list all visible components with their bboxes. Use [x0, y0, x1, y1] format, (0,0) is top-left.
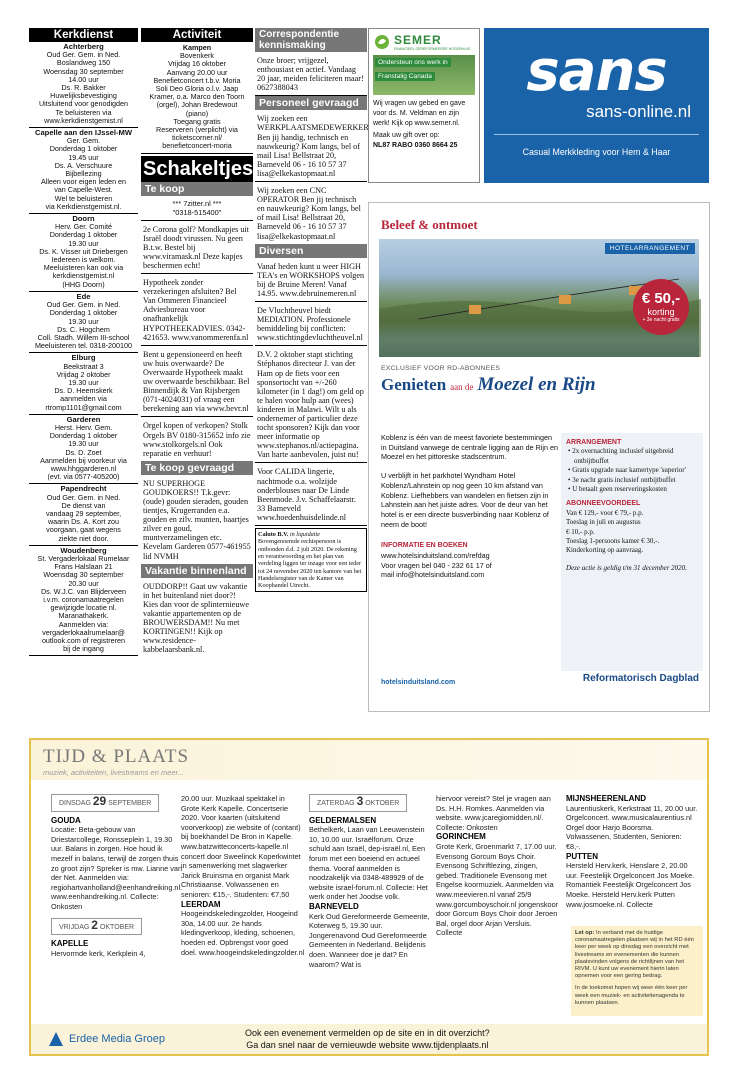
moezel-title-c: Moezel en Rijn: [477, 374, 596, 395]
activiteit-column: [141, 28, 253, 657]
kerkdienst-place: Ede: [76, 291, 91, 301]
kerkdienst-line: Ds. R. Bakker: [61, 83, 106, 93]
semer-logo: [369, 29, 479, 55]
kerkdienst-entry: [29, 353, 138, 414]
kerkdienst-line: Oud Ger. Gem. in Ned.: [46, 300, 121, 310]
kerkdienst-line: 19.30 uur: [68, 238, 99, 248]
kapelle-heading: KAPELLE: [51, 939, 89, 949]
kerkdienst-place: Capelle aan den IJssel-MW: [34, 128, 133, 138]
kerkdienst-line: Donderdag 1 oktober: [49, 308, 118, 318]
moezel-info-phone: Voor vragen bel 040 - 232 61 17 of: [381, 560, 492, 570]
caluto-title: Caluto B.V.: [258, 531, 289, 539]
abonnee-item: Toeslag in juli en augustus: [566, 518, 641, 527]
abonnee-item: € 10,- p.p.: [566, 527, 595, 536]
arrangement-list: [566, 447, 698, 494]
geldermalsen-text: Bethelkerk, Laan van Leeuwenstein 10, 10.00 uur. Israëlforum. Onze schuld aan Israël, dep-israël.nl, Een forum met een boeiend en actueel thema. Vooraf aanmelden is noodzakelijk via 0348-489929 of de website israel-forum.nl. Collecte: Het werk onder het Joodse volk.: [309, 825, 428, 902]
discount-korting: korting: [647, 307, 675, 317]
tijd-plaats: [29, 738, 709, 1056]
kerkdienst-line: 19.30 uur: [68, 377, 99, 387]
kerkdienst-line: 19.30 uur: [68, 439, 99, 449]
kerkdienst-place: Garderen: [66, 414, 101, 424]
tp-footer-line2[interactable]: Ga dan snel naar de vernieuwde website www.tijdenplaats.nl: [246, 1040, 489, 1050]
correspondentie-column: [255, 28, 367, 592]
kapelle-text: Hervormde kerk, Kerkplein 4,: [51, 948, 146, 958]
kerkdienst-entry: [29, 292, 138, 353]
kerkdienst-entry: [29, 484, 138, 545]
kerkdienst-line: Donderdag 1 oktober: [49, 230, 118, 240]
moezel-exclusief: EXCLUSIEF VOOR RD-ABONNEES: [381, 365, 501, 372]
kerkdienst-list: [29, 42, 138, 656]
diversen-header: Diversen: [255, 244, 367, 258]
activiteit-header: Activiteit: [141, 28, 253, 42]
kerkdienst-line: www.hhggarderen.nl: [50, 463, 117, 473]
kerkdienst-line: 19.30 uur: [68, 316, 99, 326]
kerkdienst-line: Herv. Ger. Comité: [55, 222, 112, 232]
ad-overwaarde: Bent u gepensioneerd en heeft uw huis overwaarde? De Overwaarde Hypotheek maakt uw overwaarde beschikbaar. Bel Binnendijk & Van Rijsbergen (071-4024031) of vraag een berekening aan via www.bevr.nl: [141, 346, 253, 418]
putten-heading: PUTTEN: [566, 851, 598, 861]
sans-url: sans-online.nl: [586, 102, 691, 121]
kerkdienst-line: ziekte niet door.: [58, 533, 109, 543]
leerdam-heading: LEERDAM: [181, 899, 221, 909]
kerkdienst-line: Te beluisteren via: [55, 107, 112, 117]
tp-col2: [181, 794, 305, 957]
kerkdienst-line: Ds. D. Zoet: [65, 447, 102, 457]
semer-gift: Maak uw gift over op:: [373, 132, 440, 139]
semer-photo: [373, 55, 475, 95]
semer-place: Franstalig Canada: [375, 72, 435, 81]
mijnsheerenland-heading: MIJNSHEERENLAND: [566, 794, 647, 803]
ad-werkplaats: Wij zoeken een WERKPLAATSMEDEWERKER Ben jij handig, technisch en nauwkeurig? Kom langs, bel of mail Lisa! Bellstraat 20, Barneveld 06 - 16 10 57 37 lisa@elkekastopmaat.nl: [255, 110, 367, 182]
erdee-logo-icon: [47, 1030, 65, 1048]
kerkdienst-line: Ds. K. Visser uit Driebergen: [39, 246, 128, 256]
kerkdienst-line: Coll. Stadh. Willem III-school: [37, 332, 130, 342]
kerkdienst-line: 19.45 uur: [68, 152, 99, 162]
barneveld-text-cont: hiervoor vereist? Stel je vragen aan Ds. H.H. Romkes. Aanmelden via website. www.jcaregiomidden.nl/. Collecte: Onkosten: [436, 794, 551, 832]
moezel-info-header: INFORMATIE EN BOEKEN: [381, 542, 468, 550]
gorinchem-heading: GORINCHEM: [436, 832, 486, 842]
ad-stephanos: D.V. 2 oktober stapt stichting Stéphanos directeur J. van der Ham op de fiets voor een sponsortocht van +/-260 kilometer (in 1 dag!) om geld op te halen voor hulp aan (wees) kinderen in Malawi. Wilt u als ondernemer of particulier deze tocht sponsoren? Kijk dan voor meer informatie op www.stephanos.nl/actiepagina. Van harte aanbevolen, juist nu!: [255, 346, 367, 463]
kerkdienst-line: Oud Ger. Gem. in Ned.: [46, 50, 121, 60]
gorinchem-text: Grote Kerk, Groenmarkt 7, 17.00 uur. Evensong Gorcum Boys Choir. Evensong Schriftlezing, zingen, gebed. Traditionele Evensong met Engelse koormuziek. Aanmelden via www.meevieren.nl vanaf 25/9 www.gorcumboyschoir.nl jongenskoor door Gorcum Boys Choir door Jeroen Bal, orgel door Arjan Versluis. Collecte: [436, 841, 559, 938]
activiteit-entry: [141, 42, 253, 154]
kerkdienst-line: Frans Halslaan 21: [54, 562, 113, 572]
ad-goud: NU SUPERHOGE GOUDKOERS!! T.k.gevr: (oude) gouden sieraden, gouden tientjes, Krugerranden e.a. gouden en zilv. munten, baartjes zilver en goud, muntverzamelingen etc. Kevelam Garderen 0577-461955 lid NVMH: [143, 478, 251, 561]
semer-iban: NL87 RABO 0360 8664 25: [373, 142, 458, 149]
gevraagd-header: Te koop gevraagd: [141, 461, 253, 475]
moezel-body-p2: U verblijft in het parkhotel Wyndham Hotel Koblenz/Lahnstein op nog geen 10 km afstand van Koblenz. Liefhebbers van wandelen en fietsen zijn in Lahnstein aan het juiste adres. Voor de deur van het hotel is er een directe busverbinding naar Koblenz of neem de boot!: [381, 471, 549, 529]
gouda-heading: GOUDA: [51, 815, 81, 825]
kerkdienst-line: St. Vergaderlokaal Rumelaar: [37, 553, 130, 563]
moezel-title-a: Genieten: [381, 375, 447, 394]
caluto-notice: [255, 528, 367, 592]
arrangement-item: • 3e nacht gratis inclusief ontbijtbuffet: [568, 475, 676, 484]
tp-footer: [31, 1024, 707, 1054]
kerkdienst-line: Aanmelden bij voorkeur via: [40, 455, 127, 465]
kerkdienst-line: Bijbellezing: [65, 169, 102, 179]
kerkdienst-entry: [29, 128, 138, 214]
kerkdienst-line: outlook.com of registreren: [41, 636, 126, 646]
activiteit-line: Aanvang 20.00 uur: [166, 67, 228, 77]
kerkdienst-line: van Capelle-West.: [54, 185, 113, 195]
moezel-info-url[interactable]: www.hotelsinduitsland.com/refdag: [381, 551, 490, 561]
kerkdienst-line: (evt. via 0577-405200): [47, 472, 120, 482]
kerkdienst-line: waarin Ds. A. Kort zou: [47, 517, 120, 527]
semer-sub: FINANCIEEL GEREFORMEERDE HOGERHUIS: [394, 47, 470, 51]
sans-logo: sans: [526, 39, 667, 104]
semer-ondersteun: Ondersteun ons werk in: [375, 58, 451, 67]
ad-ouddorp: OUDDORP!! Gaat uw vakantie in het buitenland niet door?! Kies dan voor de splinternieuwe vakantie appartementen op de BROUWERSDAM!! Nu met KORTINGEN!! Kijk op www.residence-kabbelaarsbank.nl.: [143, 581, 249, 655]
moezel-geldig: Deze actie is geldig t/m 31 december 2020.: [566, 563, 687, 572]
kerkdienst-entry: [29, 415, 138, 485]
discount-badge: [633, 279, 689, 335]
kerkdienst-line: Beekstraat 3: [63, 361, 104, 371]
date-3-okt: ZATERDAG 3 OKTOBER: [309, 794, 407, 812]
kerkdienst-place: Papendrecht: [60, 484, 107, 494]
abonnee-item: Toeslag 1-persoons kamer € 30,-.: [566, 537, 660, 546]
semer-text: Wij vragen uw gebed en gave voor ds. M. Veldman en zijn werk! Kijk op www.semer.nl.: [373, 100, 466, 127]
ad-hightea: Vanaf heden kunt u weer HIGH TEA's en WORKSHOPS volgen bij de Bruine Meren! Vanaf 14.95. www.debruinemeren.nl: [255, 258, 367, 302]
tp-col5: [566, 794, 698, 909]
kerkdienst-line: De dienst van: [61, 500, 106, 510]
kerkdienst-place: Achterberg: [63, 42, 104, 51]
koblenz-photo: [379, 239, 699, 357]
activiteit-line: Soli Deo Gloria o.l.v. Jaap: [155, 84, 239, 94]
kerkdienst-place: Elburg: [71, 353, 96, 363]
semer-leaf-icon: [374, 34, 390, 50]
moezel-title-b: aan de: [450, 382, 474, 392]
kapelle-text-cont: 20.00 uur. Muzikaal spektakel in Grote Kerk Kapelle. Concertserie 2020. Voor kaarten (uitsluitend voorverkoop) zie website of (contant) bij boekhandel De Bron in Kapelle. www.batzwitteconcerts-kapelle.nl concert door Sweelinck Koperkwintet in samenwerking met slagwerker Jarick Bruinsma en organist Mark Christiaanse. Volwassenen en senioren: €15,-. Studenten: €7,50: [181, 794, 301, 899]
tp-col3: [309, 792, 431, 969]
tp-subtitle: muziek, activiteiten, livestreams en meer...: [43, 768, 185, 777]
kerkdienst-line: Huwelijksbevestiging: [50, 91, 117, 101]
erdee-logo: Erdee Media Groep: [69, 1033, 165, 1045]
kerkdienst-line: bij de ingang: [63, 644, 104, 654]
kerkdienst-line: Maranathakerk.: [58, 611, 109, 621]
kerkdienst-place: Doorn: [72, 214, 95, 224]
tp-col4: [436, 794, 560, 938]
barneveld-text: Kerk Oud Gereformeerde Gemeente, Koterweg 5, 19.30 uur. Jongerenavond Oud Gereformeerde Gemeenten in Nederland. Belijdenis doen. Wanneer doe je dat? En waarom? Wat is: [309, 911, 430, 969]
activiteit-line: Reserveren (verplicht) via: [156, 125, 238, 135]
putten-text: Hersteld Herv.kerk, Henslare 2, 20.00 uur. Feestelijk Orgelconcert Jos Moeke. Romantiek Feestelijk Orgelconcert Jos Moeke. Hersteld Herv.kerk Putten www.josmoeke.nl. Collecte: [566, 861, 695, 909]
kerkdienst-line: via Kerkdienstgemist.nl.: [45, 201, 122, 211]
abonnee-item: Kinderkorting op aanvraag.: [566, 546, 644, 555]
kerkdienst-line: Donderdag 1 oktober: [49, 431, 118, 441]
correspondentie-header: Correspondentie kennismaking: [255, 28, 367, 52]
arrangement-item: • U betaalt geen reserveringskosten: [568, 485, 667, 494]
kerkdienst-line: Woensdag 30 september: [43, 66, 124, 76]
kerkdienst-line: kerkdienstgemist.nl: [52, 271, 115, 281]
kerkdienst-line: Boslandweg 150: [56, 58, 111, 68]
sans-tagline: Casual Merkkleding voor Hem & Haar: [522, 147, 671, 157]
letop-text: In verband met de huidige coronamaatregelen plaatsen wij in het RD één keer per week op dinsdag een overzicht met livestreams en evenementen die kunnen plaatsvinden volgens de richtlijnen van het RIVM. U kunt uw evenement hierin laten opnemen voor een gering bedrag.: [575, 930, 694, 980]
kerkdienst-line: Ds. A. Verschuure: [54, 160, 113, 170]
moezel-top-title: Beleef & ontmoet: [381, 217, 478, 232]
abonnee-list: [566, 509, 698, 556]
kerkdienst-column: [29, 28, 138, 656]
kerkdienst-line: Ds. D. Heemskerk: [54, 386, 113, 396]
letop-text2: In de toekomst hopen wij weer één keer per week een muziek- en activiteitenagenda te kunnen plaatsen.: [575, 985, 688, 1006]
tp-header: [31, 740, 707, 780]
kerkdienst-line: Wel te beluisteren: [54, 193, 113, 203]
semer-name: SEMER: [394, 33, 442, 47]
abonnee-header: ABONNEEVOORDEEL: [566, 500, 641, 508]
phone-ad-line2: "0318-515400": [172, 207, 222, 217]
tp-footer-text: [245, 1027, 490, 1051]
moezel-body: [381, 433, 559, 580]
kerkdienst-line: (HHG Doorn): [62, 279, 105, 289]
hotelsinduitsland-logo: hotelsinduitsland.com: [381, 679, 456, 686]
kerkdienst-line: rtromp1101@gmail.com: [45, 402, 122, 412]
rd-logo: Reformatorisch Dagblad: [582, 673, 699, 684]
geldermalsen-heading: GELDERMALSEN: [309, 815, 377, 825]
kerkdienst-line: 14.00 uur: [68, 74, 99, 84]
moezel-title: [369, 372, 709, 396]
kerkdienst-line: vandaag 29 september,: [45, 508, 122, 518]
date-2-okt: VRIJDAG 2 OKTOBER: [51, 918, 142, 936]
arrangement-item: • Gratis upgrade naar kamertype 'superior': [568, 466, 686, 475]
discount-price: € 50,-: [641, 290, 681, 307]
gouda-text: Locatie: Beta-gebouw van Driestarcollege, Ronsseplein 1, 19.30 uur. Balans in zorgen. Hoe houd ik mezelf in balans, terwijl de zorgen thuis zo groot zijn? Spreker is mw. Lianne van der Net. Aanmelden via: regiohartvanholland@eenhandreiking.nl. www.eenhandreiking.nl. Collecte: Onkosten: [51, 825, 183, 911]
caluto-text: Bovengenoemde rechtspersoon is ontbonden d.d. 2 juli 2020. De rekening en verantwoording en het plan van verdeling liggen ter inzage voor een ieder tot 24 november 2020 ten kantore van het Handelsregister van de Kamer van Koophandel Utrecht.: [258, 538, 362, 590]
kerkdienst-line: Oud Ger. Gem. in Ned.: [46, 492, 121, 502]
abonnee-item: Van € 129,- voor € 79,- p.p.: [566, 508, 644, 517]
kerkdienst-line: Aanmelden via:: [58, 619, 109, 629]
kerkdienst-line: Alleen voor eigen leden en: [40, 177, 127, 187]
kerkdienst-line: 20.30 uur: [68, 578, 99, 588]
mijnsheerenland-text: Laurentiuskerk, Kerkstraat 11, 20.00 uur. Orgelconcert. www.musicalaurentius.nl Orgel door Harjo Boorsma. Volwassenen, Studenten, Senioren: €8,-.: [566, 803, 698, 851]
personeel-header: Personeel gevraagd: [255, 96, 367, 110]
tp-footer-line1: Ook een evenement vermelden op de site en in dit overzicht?: [245, 1028, 490, 1038]
ad-orgel: Orgel kopen of verkopen? Stolk Orgels BV 0180-315652 info zie www.stolkorgels.nl Ook reparatie en verhuur!: [143, 421, 251, 458]
kerkdienst-header: Kerkdienst: [29, 28, 138, 42]
activiteit-line: (piano): [185, 108, 209, 118]
kerkdienst-line: voorgaan, gaat wegens: [46, 525, 121, 535]
phone-ad: [141, 196, 253, 221]
kerkdienst-place: Woudenberg: [60, 545, 107, 555]
kerkdienst-line: Meeluisteren kan ook via: [43, 263, 124, 273]
ad-broer: Onze broer; vrijgezel, enthousiast en actief. Vandaag 20 jaar, meiden feliciteren maar! 0627388043: [255, 52, 367, 96]
activiteit-line: Benefietconcert t.b.v. Moria: [153, 75, 241, 85]
moezel-badge: HOTELARRANGEMENT: [605, 243, 695, 254]
date-29-sep: DINSDAG 29 SEPTEMBER: [51, 794, 159, 812]
ad-hypotheek: Hypotheek zonder verzekeringen afsluiten? Bel Van Ommeren Financieel Adviesbureau voor onafhankelijk HYPOTHEEKADVIES. 0342-421653. www.vanommerenfa.nl: [141, 274, 253, 346]
activiteit-line: benefietconcert-moria: [162, 141, 232, 151]
kerkdienst-line: Donderdag 1 oktober: [49, 144, 118, 154]
kerkdienst-entry: [29, 214, 138, 292]
caluto-status: in liquidatie: [289, 531, 320, 539]
tp-col1: [51, 792, 183, 958]
arrangement-header: ARRANGEMENT: [566, 439, 622, 446]
kerkdienst-line: Uitsluitend voor genodigden: [38, 99, 129, 109]
kerkdienst-line: Ds. C. Hogchem: [57, 324, 110, 334]
activiteit-line: Vrijdag 16 oktober: [167, 59, 227, 69]
discount-nacht: + 3e nacht gratis: [642, 317, 680, 323]
moezel-ad: [368, 202, 710, 712]
kerkdienst-line: vergaderlokaalrumelaar@: [42, 627, 125, 637]
schakeltjes-title: Schakeltjes: [143, 157, 254, 180]
kerkdienst-line: Herst. Herv. Gem.: [54, 422, 113, 432]
kerkdienst-entry: [29, 42, 138, 128]
moezel-body-p1: Koblenz is één van de meest favoriete bestemmingen in Duitsland vanwege de centrale ligging aan de Rijn en Moezel en het pittoreske stadscentrum.: [381, 433, 559, 462]
kerkdienst-line: www.kerkdienstgemist.nl: [44, 115, 123, 125]
arrangement-box: [561, 433, 703, 671]
arrangement-item: • 2x overnachting inclusief uitgebreid ontbijtbuffet: [568, 447, 674, 465]
activiteit-line: (orgel), Johan Bredewout: [156, 100, 238, 110]
kerkdienst-line: Woensdag 30 september: [43, 570, 124, 580]
semer-ad: [368, 28, 480, 183]
sans-ad: [484, 28, 709, 183]
activiteit-line: Kampen: [182, 43, 212, 52]
letop-box: [571, 926, 703, 1016]
kerkdienst-line: Ds. W.J.C. van Blijderveen: [40, 586, 127, 596]
tekoop-header: Te koop: [141, 182, 253, 196]
tp-title: TIJD & PLAATS: [43, 746, 190, 767]
kerkdienst-line: aanmelden via: [60, 394, 107, 404]
letop-heading: Let op:: [575, 930, 595, 936]
activiteit-line: ticketscorner.nl/: [172, 133, 222, 143]
ad-mondkapjes: 2e Corona golf? Mondkapjes uit Israël doodt virussen. Nu geen B.t.w. Bestel bij www.viramask.nl Deze kapjes beschermen echt!: [141, 221, 253, 274]
kerkdienst-line: Ger. Gem.: [66, 136, 101, 146]
leerdam-text: Hoogeindskeledingzolder, Hoogeind 30a, 14.00 uur. 2e hands kledingverkoop, kleding, schoenen, hoeden ed. Opbrengst voor goed doel. www.hoogeindskeledingzolder.nl: [181, 909, 305, 957]
activiteit-line: Toegang gratis: [173, 116, 221, 126]
activiteit-line: Kramer, o.a. Marco den Toorn: [149, 92, 245, 102]
activiteit-line: Bovenkerk: [180, 51, 214, 61]
moezel-info-mail[interactable]: mail info@hotelsinduitsland.com: [381, 570, 485, 580]
ad-cnc: Wij zoeken een CNC OPERATOR Ben jij technisch en nauwkeurig? Kom langs, bel of mail Lisa! Bellstraat 20, Barneveld 06 - 16 10 57 37 lisa@elkekastopmaat.nl: [257, 186, 361, 241]
kerkdienst-line: Iedereen is welkom.: [51, 255, 116, 265]
vakantie-header: Vakantie binnenland: [141, 564, 253, 578]
ad-vluchtheuvel: De Vluchtheuvel biedt MEDIATION. Professionele bemiddeling bij conflicten: www.stichtingdevluchtheuvel.nl: [255, 302, 367, 346]
phone-ad-line1: *** 7zitter.nl ***: [172, 198, 222, 208]
ad-calida: Voor CALIDA lingerie, nachtmode o.a. wolzijde onderblouses naar De Linde Beenmode. J.v. Schaffelaarstr. 33 Barneveld www.hoedenhuisdelinde.nl: [255, 463, 367, 526]
kerkdienst-line: Meeluisteren tel. 0318-200100: [34, 341, 133, 351]
kerkdienst-line: gewijzigde locatie nl.: [50, 603, 117, 613]
barneveld-heading: BARNEVELD: [309, 901, 359, 911]
kerkdienst-line: i.v.m. coronamaatregelen: [43, 595, 124, 604]
kerkdienst-line: Vrijdag 2 oktober: [56, 369, 111, 379]
kerkdienst-entry: [29, 546, 138, 657]
